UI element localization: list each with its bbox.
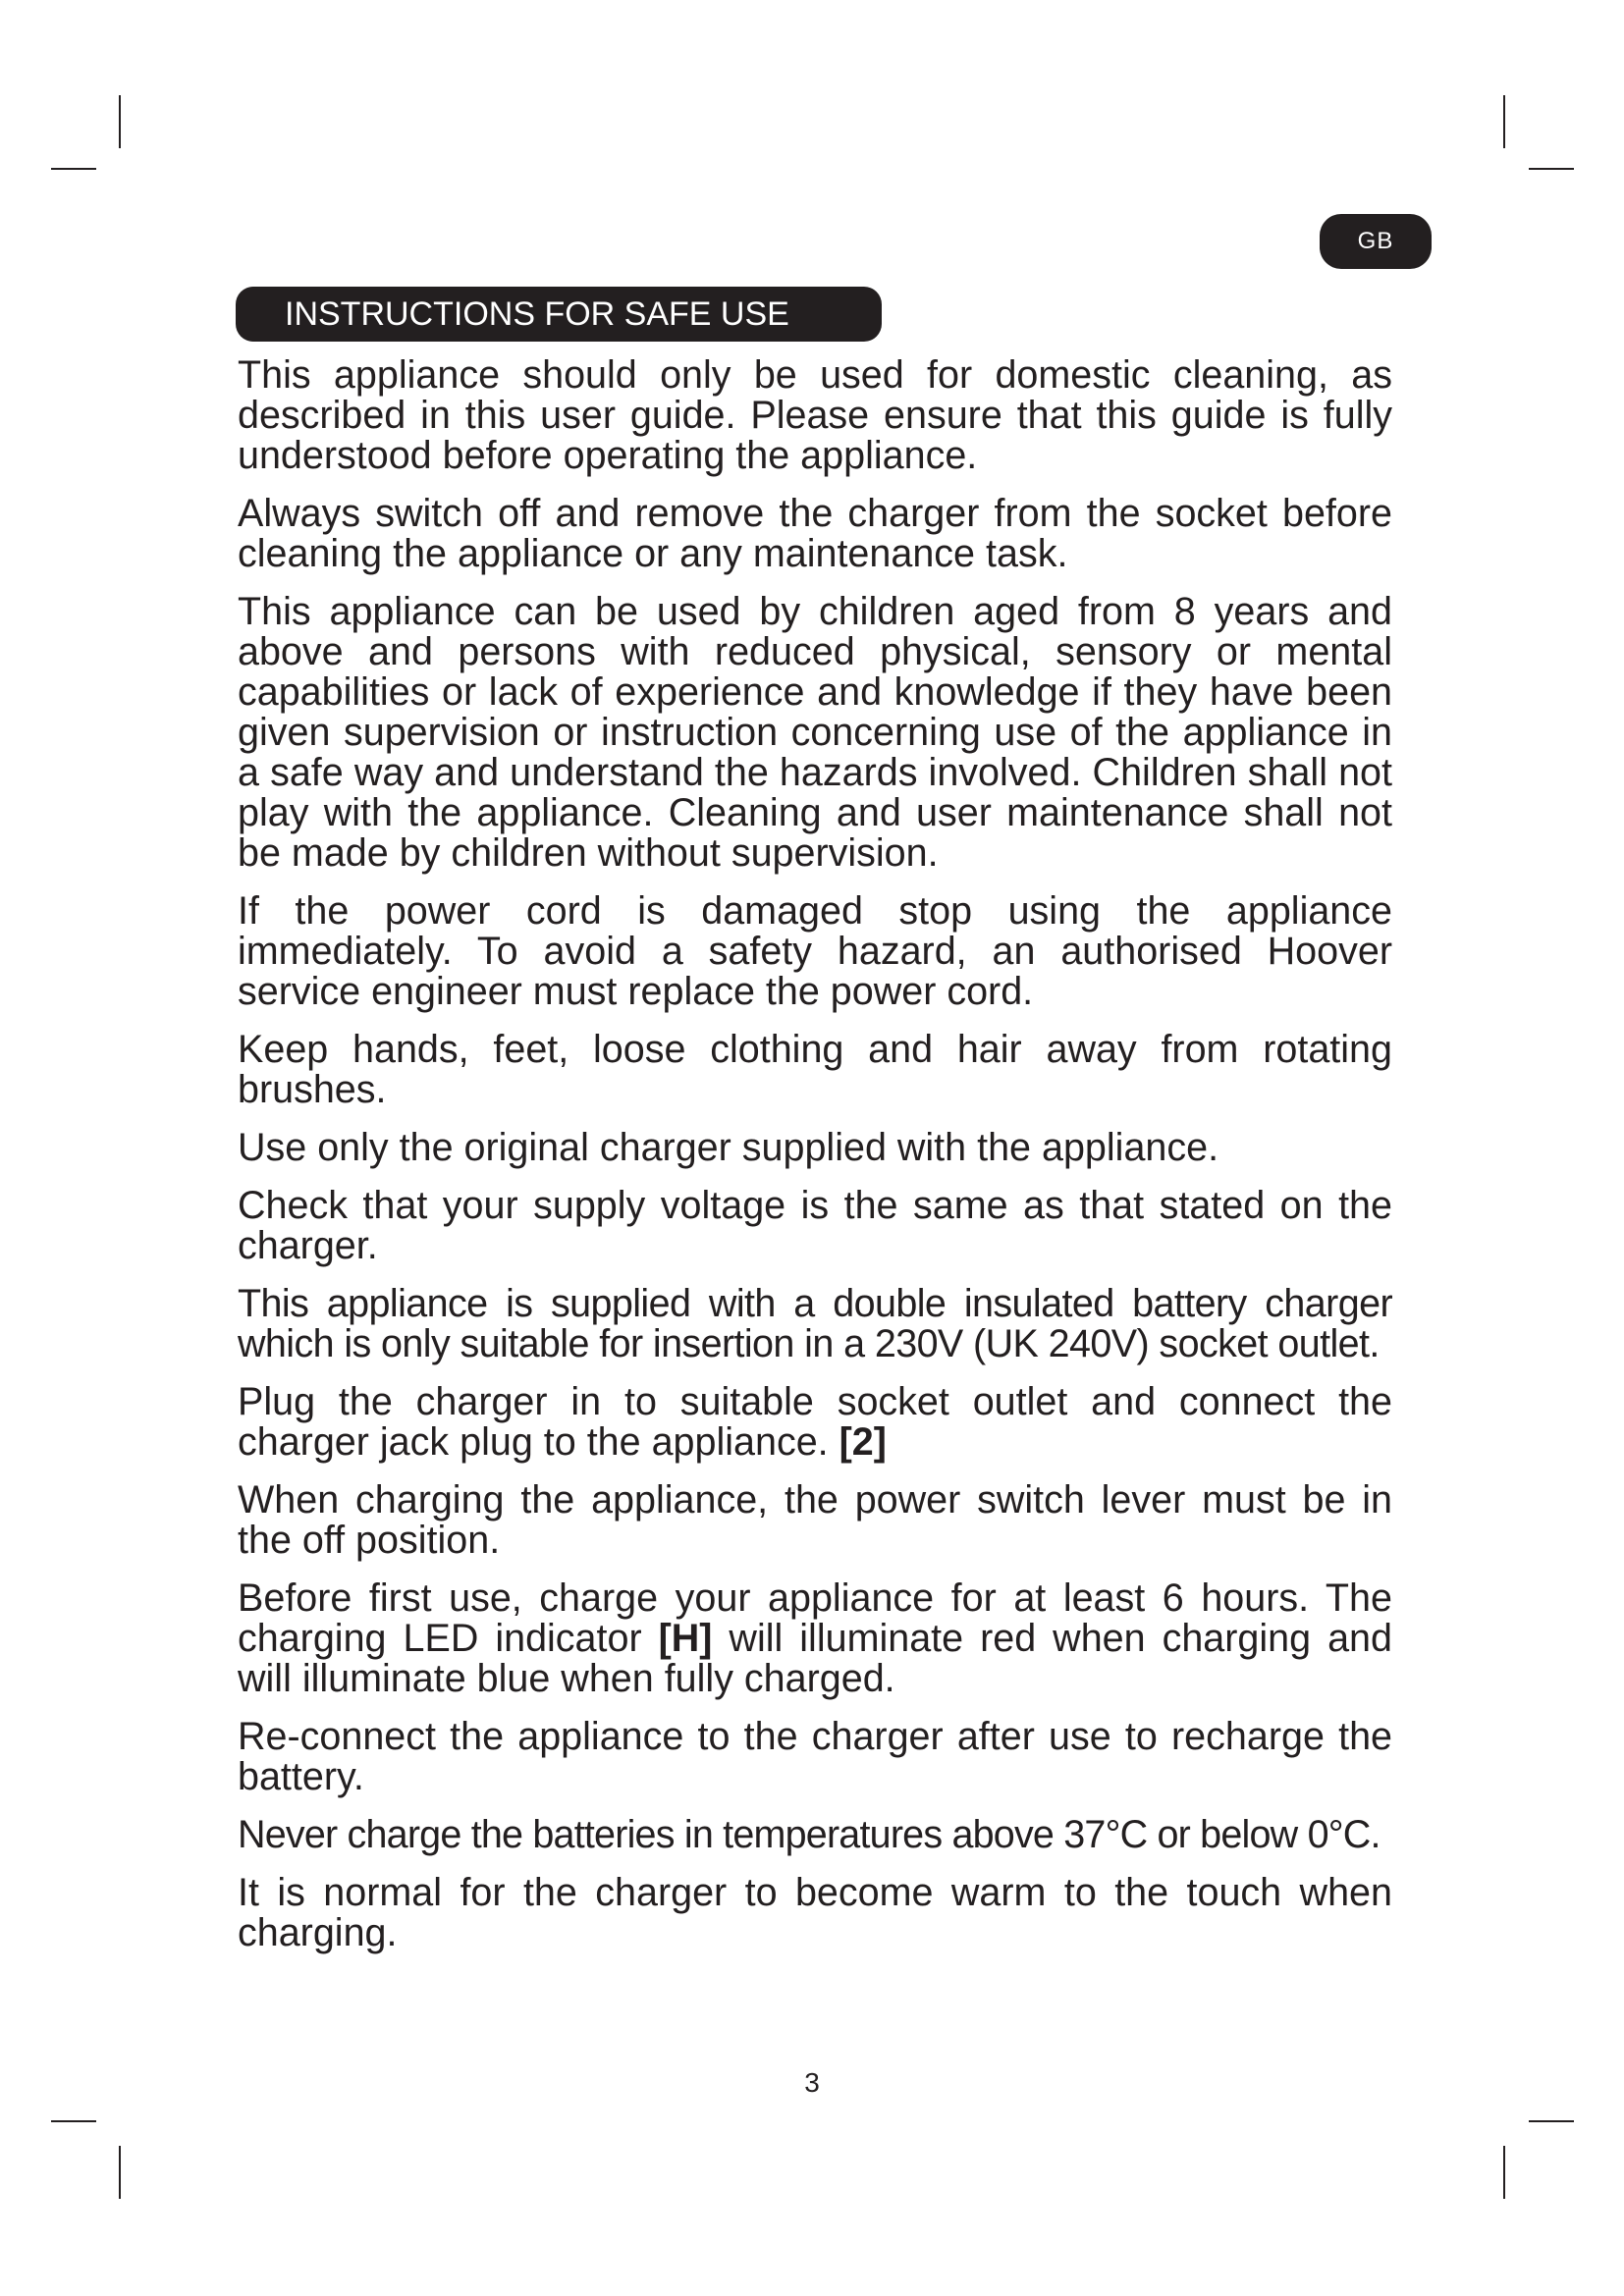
paragraph-domestic-use: This appliance should only be used for domestic cleaning, as described in this user guide. Please ensure that this guide is fully understood before operating the appliance.	[238, 353, 1392, 477]
crop-mark-top-right-horizontal	[1529, 168, 1574, 170]
crop-mark-top-left-vertical	[119, 95, 121, 148]
crop-mark-bottom-right-vertical	[1503, 2146, 1505, 2199]
paragraph-switch-off: Always switch off and remove the charger from the socket before cleaning the appliance or any maintenance task.	[238, 492, 1392, 575]
plug-charger-text: Plug the charger in to suitable socket outlet and connect the charger jack plug to the appliance.	[238, 1380, 1392, 1464]
paragraph-temperature: Never charge the batteries in temperatures above 37°C or below 0°C.	[238, 1813, 1380, 1856]
page-number: 3	[804, 2067, 820, 2098]
paragraph-power-cord: If the power cord is damaged stop using the appliance immediately. To avoid a safety hazard, an authorised Hoover service engineer must replace the power cord.	[238, 889, 1392, 1013]
paragraph-plug-charger	[238, 1382, 1392, 1463]
led-indicator-reference: [H]	[658, 1617, 713, 1660]
crop-mark-top-left-horizontal	[51, 168, 96, 170]
safety-instructions-body	[238, 355, 1392, 1971]
paragraph-rotating-brushes: Keep hands, feet, loose clothing and hair away from rotating brushes.	[238, 1028, 1392, 1111]
paragraph-charger-warm: It is normal for the charger to become warm to the touch when charging.	[238, 1871, 1392, 1954]
section-title: INSTRUCTIONS FOR SAFE USE	[236, 287, 882, 342]
first-use-text-end: will illuminate red when charging and will illuminate blue when fully charged.	[238, 1617, 1392, 1700]
language-badge: GB	[1320, 214, 1432, 269]
crop-mark-bottom-left-horizontal	[51, 2120, 96, 2122]
paragraph-supply-voltage: Check that your supply voltage is the same as that stated on the charger.	[238, 1184, 1392, 1267]
crop-mark-top-right-vertical	[1503, 95, 1505, 148]
paragraph-children: This appliance can be used by children aged from 8 years and above and persons with reduced physical, sensory or mental capabilities or lack of experience and knowledge if they have been given supervision or instruction concerning use of the appliance in a safe way and understand the hazards involved. Children shall not play with the appliance. Cleaning and user maintenance shall not be made by children without supervision.	[238, 590, 1392, 875]
paragraph-original-charger: Use only the original charger supplied with the appliance.	[238, 1126, 1219, 1169]
paragraph-insulated-charger: This appliance is supplied with a double insulated battery charger which is only suitable for insertion in a 230V (UK 240V) socket outlet.	[238, 1282, 1392, 1365]
crop-mark-bottom-left-vertical	[119, 2146, 121, 2199]
first-use-text-start: Before first use, charge your appliance for at least 6 hours. The charging LED indicator	[238, 1576, 1392, 1660]
crop-mark-bottom-right-horizontal	[1529, 2120, 1574, 2122]
paragraph-reconnect: Re-connect the appliance to the charger after use to recharge the battery.	[238, 1715, 1392, 1798]
figure-reference-2: [2]	[839, 1420, 887, 1464]
paragraph-power-switch: When charging the appliance, the power switch lever must be in the off position.	[238, 1478, 1392, 1562]
paragraph-first-use	[238, 1578, 1392, 1699]
